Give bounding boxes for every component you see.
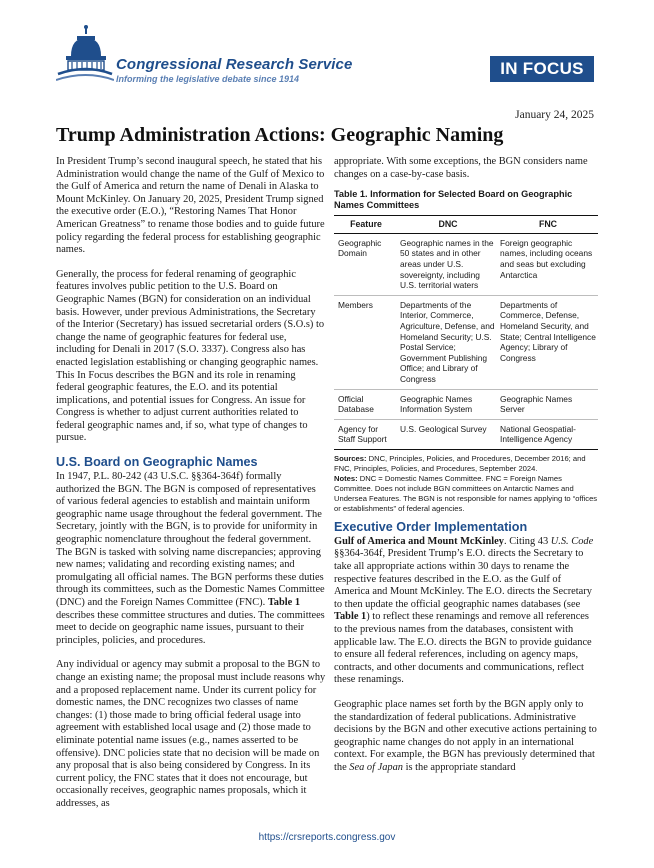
right-column xyxy=(334,156,598,787)
bgn-paragraph xyxy=(56,471,326,647)
report-title: Trump Administration Actions: Geographic Naming xyxy=(56,124,504,146)
intro-paragraph: In President Trump’s second inaugural speech, he stated that his Administration would change the name of the Gulf of Mexico to the Gulf of America and return the name of Denali in Alaska to Mount McKinley. On January 20, 2025, President Trump signed the executive order (E.O.), “Restoring Names That Honor American Greatness” to rename those bodies and to guide future policy regarding the federal process for establishing geographic names. xyxy=(56,156,325,256)
table-row xyxy=(334,295,598,389)
publication-date: January 24, 2025 xyxy=(515,109,594,121)
table-sources xyxy=(334,454,598,474)
intl-text-a: Geographic place names set forth by the BGN apply only to the standardization of federal publications. Administrative decisions by the BGN and other executive actions pertaining to geographic name changes do not apply in an international context. For example, the BGN has previously determined that the xyxy=(334,699,597,773)
process-paragraph: Generally, the process for federal renaming of geographic features involves public petition to the U.S. Board on Geographic Names (BGN) for consideration on an individual basis. However, under previous Administrations, the Secretary of the Interior (Secretary) has issued secretarial orders (S.O.s) to change the name of geographic features for federal use, including for Denali in 2017 (S.O. 3337). Congress also has enacted legislation establishing or changing geographic names. This In Focus describes the BGN and its role in renaming federal geographic features, the E.O. and its potential implications, and potential issues for Congress. An issue for Congress is whether to adjust current authorities related to federal geographic names and, if so, what type of changes to pursue. xyxy=(56,268,325,444)
table-header-dnc: DNC xyxy=(398,216,498,234)
table-row xyxy=(334,233,598,295)
table-header-fnc: FNC xyxy=(498,216,598,234)
table-cell: U.S. Geological Survey xyxy=(398,419,498,449)
table-cell: Members xyxy=(334,295,398,389)
eo-text-a: . Citing 43 xyxy=(504,535,551,547)
eo-section-heading: Executive Order Implementation xyxy=(334,519,528,534)
left-column xyxy=(56,156,326,823)
footer-url-link[interactable]: https://crsreports.congress.gov xyxy=(258,832,396,843)
table-reference-link[interactable]: Table 1 xyxy=(267,597,301,608)
continued-paragraph: appropriate. With some exceptions, the BGN considers name changes on a case-by-case basis. xyxy=(334,156,588,180)
table-cell: Official Database xyxy=(334,389,398,419)
table-cell: National Geospatial-Intelligence Agency xyxy=(498,419,598,449)
bgn-text-a: In 1947, P.L. 80-242 (43 U.S.C. §§364-364f) formally authorized the BGN. The BGN is composed of representatives of various federal agencies to establish and maintain uniform geographic name usage throughout the federal government. The Secretary, jointly with the BGN, is to provide for uniformity in geographic nomenclature throughout the federal government. The BGN is tasked with solving name discrepancies; approving new names; validating and recording existing names; and promulgating all official names. The BGN performs these duties through its committees, such as the Domestic Names Committee (DNC) and the Foreign Names Committee (FNC). xyxy=(56,471,325,608)
notes-text: DNC = Domestic Names Committee. FNC = Foreign Names Committee. Does not include BGN committees on Antarctic Names and Undersea Features. The BGN is not responsible for names applying to “offices or establishments” of federal agencies. xyxy=(334,473,598,513)
bgn-text-b: describes these committee structures and duties. The committees meet to decide on geographic name issues, pursuant to their principles, policies, and procedures. xyxy=(56,609,325,646)
table-row xyxy=(334,389,598,419)
table-notes xyxy=(334,454,598,514)
table-cell: Geographic names in the 50 states and in other areas under U.S. sovereignty, including U.S. territorial waters xyxy=(398,233,498,295)
table-header-row xyxy=(334,216,598,234)
eo-lead-in: Gulf of America and Mount McKinley xyxy=(334,535,504,547)
table-notes-text xyxy=(334,474,598,514)
table-title: Table 1. Information for Selected Board on Geographic Names Committees xyxy=(334,189,573,211)
eo-paragraph xyxy=(334,536,598,687)
eo-code-ref: U.S. Code xyxy=(550,535,594,547)
table-reference-link[interactable]: Table 1 xyxy=(334,611,367,623)
org-name: Congressional Research Service xyxy=(116,56,353,73)
committees-table xyxy=(334,215,598,450)
table-cell: Departments of the Interior, Commerce, Agriculture, Defense, and Homeland Security; U.S. Postal Service; Government Publishing Office; and Library of Congress xyxy=(398,295,498,389)
intl-text-b: is the appropriate standard xyxy=(402,761,516,773)
sources-label: Sources: xyxy=(334,453,367,463)
report-header xyxy=(0,0,654,100)
table-cell: Geographic Names Server xyxy=(498,389,598,419)
org-tagline: Informing the legislative debate since 1914 xyxy=(116,74,300,84)
capitol-dome-icon xyxy=(56,24,114,86)
international-paragraph xyxy=(334,699,598,775)
eo-text-b: §§364-364f, President Trump’s E.O. directs the Secretary to take all appropriate actions within 30 days to rename the respective features described in the E.O. as the Gulf of America and Mount McKinley. The E.O. directs the Secretary to then update the official geographic names databases (see xyxy=(334,548,592,610)
proposal-paragraph: Any individual or agency may submit a proposal to the BGN to change an existing name; the proposal must include reasons why and a proposed replacement name. Under its current policy for domestic names, the DNC recognizes two classes of name changes: (1) those made to bring official federal usage into agreement with established local usage and (2) those made to eliminate potential name issues (e.g., names asserted to be offensive). DNC policies state that no decision will be made on any proposal that is also being considered by Congress. In its current policy, the FNC states that it does not encourage, but occasionally receives, geographic names proposals, which it addresses, as xyxy=(56,659,326,809)
table-cell: Departments of Commerce, Defense, Homeland Security, and State; Central Intelligence Agency; Library of Congress xyxy=(498,295,598,389)
sources-text: DNC, Principles, Policies, and Procedures, December 2016; and FNC, Principles, Policies, and Procedures, September 2024. xyxy=(334,453,586,473)
notes-label: Notes: xyxy=(334,473,358,483)
table-cell: Geographic Domain xyxy=(334,233,398,295)
sea-of-japan-name: Sea of Japan xyxy=(349,761,403,773)
table-cell: Foreign geographic names, including oceans and seas but excluding Antarctica xyxy=(498,233,598,295)
table-header-feature: Feature xyxy=(334,216,398,234)
table-cell: Agency for Staff Support xyxy=(334,419,398,449)
table-cell: Geographic Names Information System xyxy=(398,389,498,419)
bgn-section-heading: U.S. Board on Geographic Names xyxy=(56,455,258,470)
crs-logo xyxy=(56,24,356,90)
table-row xyxy=(334,419,598,449)
eo-text-c: ) to reflect these renamings and remove all references to the previous names from the databases, consistent with applicable law. The E.O. directs the BGN to provide guidance to ensure all federal references, including on agency maps, contracts, and other documents and communications, reflect these renamings. xyxy=(334,611,592,686)
in-focus-badge: IN FOCUS xyxy=(490,56,594,82)
